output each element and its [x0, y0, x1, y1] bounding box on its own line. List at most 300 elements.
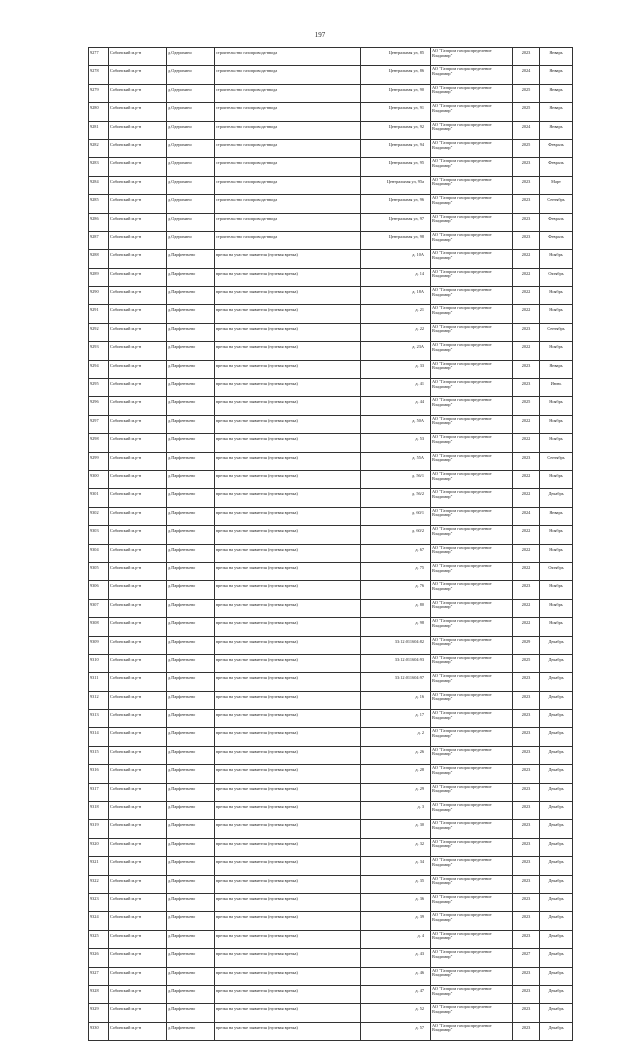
locality-cell-text: д.Парфентьево — [168, 969, 196, 975]
work-type-cell-text: строительство газопровода-ввода — [216, 68, 278, 74]
locality-cell-text: д.Парфентьево — [168, 951, 196, 957]
address-cell — [361, 746, 431, 764]
address-cell — [361, 268, 431, 286]
month-cell — [540, 985, 573, 1003]
work-type-cell-text: строительство газопровода-ввода — [216, 50, 278, 55]
year-cell — [513, 66, 540, 84]
work-type-cell-text: врезка на участке заявителя (нулевая врезка) — [216, 675, 298, 681]
address-cell — [361, 838, 431, 856]
locality-cell — [167, 1022, 215, 1040]
locality-cell — [167, 728, 215, 746]
row-number-text: 9318 — [90, 804, 99, 810]
address-cell-text: д. 46 — [415, 969, 424, 975]
row-number — [89, 397, 109, 415]
locality-cell-text: д.Парфентьево — [168, 601, 196, 607]
locality-cell — [167, 139, 215, 157]
row-number — [89, 746, 109, 764]
organization-cell-text: АО "Газпром газораспределение Владимир" — [432, 893, 492, 904]
organization-cell — [431, 912, 513, 930]
year-cell-text: 2023 — [521, 160, 531, 166]
table-row — [89, 323, 573, 341]
district-cell — [109, 912, 167, 930]
year-cell-text: 2023 — [521, 932, 531, 938]
address-cell — [361, 820, 431, 838]
year-cell — [513, 397, 540, 415]
work-type-cell — [215, 84, 361, 102]
row-number-text: 9302 — [90, 509, 99, 515]
address-cell — [361, 507, 431, 525]
month-cell-text: Ноябрь — [549, 436, 563, 442]
month-cell — [540, 949, 573, 967]
locality-cell — [167, 985, 215, 1003]
work-type-cell — [215, 820, 361, 838]
address-cell-text: д. 2 — [417, 730, 424, 736]
year-cell — [513, 231, 540, 249]
organization-cell-text: АО "Газпром газораспределение Владимир" — [432, 176, 492, 187]
locality-cell-text: д.Парфентьево — [168, 546, 196, 552]
year-cell-text: 2023 — [521, 1006, 531, 1012]
district-cell — [109, 838, 167, 856]
month-cell — [540, 250, 573, 268]
month-cell-text: Октябрь — [548, 270, 564, 276]
row-number-text: 9322 — [90, 877, 99, 883]
organization-cell-text: АО "Газпром газораспределение Владимир" — [432, 967, 492, 978]
address-cell-text: д. 22 — [415, 325, 424, 331]
organization-cell — [431, 507, 513, 525]
year-cell — [513, 544, 540, 562]
work-type-cell-text: врезка на участке заявителя (нулевая врезка) — [216, 638, 298, 644]
locality-cell-text: д.Парфентьево — [168, 454, 196, 460]
organization-cell-text: АО "Газпром газораспределение Владимир" — [432, 562, 492, 573]
work-type-cell — [215, 250, 361, 268]
month-cell-text: Декабрь — [548, 638, 564, 644]
locality-cell-text: д.Парфентьево — [168, 1024, 196, 1030]
district-cell-text: Собинский м.р-н — [110, 105, 142, 111]
organization-cell-text: АО "Газпром газораспределение Владимир" — [432, 599, 492, 610]
year-cell — [513, 746, 540, 764]
month-cell-text: Январь — [549, 105, 563, 111]
work-type-cell — [215, 746, 361, 764]
year-cell-text: 2022 — [521, 528, 531, 534]
year-cell — [513, 48, 540, 66]
month-cell-text: Январь — [549, 509, 563, 515]
month-cell — [540, 691, 573, 709]
work-type-cell-text: врезка на участке заявителя (нулевая врезка) — [216, 932, 298, 938]
year-cell-text: 2023 — [521, 675, 531, 681]
row-number-text: 9330 — [90, 1024, 99, 1030]
address-cell — [361, 783, 431, 801]
organization-cell — [431, 121, 513, 139]
work-type-cell — [215, 673, 361, 691]
locality-cell — [167, 820, 215, 838]
work-type-cell — [215, 434, 361, 452]
locality-cell — [167, 231, 215, 249]
work-type-cell-text: врезка на участке заявителя (нулевая врезка) — [216, 804, 298, 810]
locality-cell — [167, 48, 215, 66]
row-number — [89, 360, 109, 378]
year-cell — [513, 618, 540, 636]
organization-cell — [431, 195, 513, 213]
year-cell-text: 2022 — [521, 417, 531, 423]
organization-cell — [431, 268, 513, 286]
month-cell-text: Декабрь — [548, 1006, 564, 1012]
work-type-cell — [215, 415, 361, 433]
work-type-cell — [215, 489, 361, 507]
year-cell-text: 2023 — [521, 804, 531, 810]
work-type-cell — [215, 912, 361, 930]
locality-cell — [167, 287, 215, 305]
address-cell — [361, 654, 431, 672]
year-cell-text: 2023 — [521, 583, 531, 589]
year-cell-text: 2022 — [521, 252, 531, 258]
address-cell-text: Центральная ул, 96 — [388, 197, 424, 203]
organization-cell-text: АО "Газпром газораспределение Владимир" — [432, 470, 492, 481]
row-number-text: 9293 — [90, 344, 99, 350]
row-number — [89, 857, 109, 875]
row-number — [89, 176, 109, 194]
organization-cell-text: АО "Газпром газораспределение Владимир" — [432, 66, 492, 76]
organization-cell-text: АО "Газпром газораспределение Владимир" — [432, 323, 492, 334]
organization-cell-text: АО "Газпром газораспределение Владимир" — [432, 452, 492, 463]
row-number — [89, 213, 109, 231]
organization-cell — [431, 213, 513, 231]
address-cell-text: д. 75 — [415, 564, 424, 570]
district-cell-text: Собинский м.р-н — [110, 564, 142, 570]
district-cell — [109, 66, 167, 84]
locality-cell — [167, 250, 215, 268]
district-cell — [109, 1022, 167, 1040]
work-type-cell — [215, 857, 361, 875]
locality-cell-text: д.Одерихино — [168, 141, 192, 147]
year-cell-text: 2022 — [521, 601, 531, 607]
locality-cell-text: д.Парфентьево — [168, 675, 196, 681]
address-cell-text: д. 26 — [415, 748, 424, 754]
row-number — [89, 342, 109, 360]
locality-cell-text: д.Парфентьево — [168, 656, 196, 662]
locality-cell — [167, 875, 215, 893]
locality-cell-text: д.Парфентьево — [168, 712, 196, 718]
organization-cell-text: АО "Газпром газораспределение Владимир" — [432, 581, 492, 591]
row-number-text: 9311 — [90, 675, 99, 681]
address-cell — [361, 103, 431, 121]
address-cell — [361, 562, 431, 580]
month-cell-text: Декабрь — [548, 748, 564, 754]
address-cell — [361, 397, 431, 415]
address-cell-text: д. 57 — [415, 1024, 424, 1030]
organization-cell — [431, 158, 513, 176]
year-cell — [513, 875, 540, 893]
row-number-text: 9281 — [90, 123, 99, 129]
address-cell-text: 33:12:011604:82 — [394, 638, 424, 644]
row-number-text: 9300 — [90, 472, 99, 478]
work-type-cell-text: врезка на участке заявителя (нулевая врезка) — [216, 381, 298, 387]
district-cell — [109, 802, 167, 820]
locality-cell — [167, 581, 215, 599]
works-table — [88, 47, 573, 1041]
organization-cell — [431, 397, 513, 415]
locality-cell — [167, 544, 215, 562]
row-number — [89, 618, 109, 636]
address-cell — [361, 452, 431, 470]
work-type-cell — [215, 562, 361, 580]
address-cell-text: д. 56/2 — [412, 491, 424, 497]
district-cell — [109, 654, 167, 672]
year-cell-text: 2025 — [521, 141, 531, 147]
month-cell-text: Декабрь — [548, 491, 564, 497]
table-row — [89, 121, 573, 139]
work-type-cell-text: врезка на участке заявителя (нулевая врезка) — [216, 325, 298, 331]
table-row — [89, 838, 573, 856]
organization-cell-text: АО "Газпром газораспределение Владимир" — [432, 213, 492, 224]
work-type-cell-text: врезка на участке заявителя (нулевая врезка) — [216, 564, 298, 570]
organization-cell — [431, 710, 513, 728]
month-cell — [540, 48, 573, 66]
work-type-cell — [215, 581, 361, 599]
locality-cell-text: д.Парфентьево — [168, 252, 196, 258]
locality-cell — [167, 342, 215, 360]
year-cell — [513, 949, 540, 967]
organization-cell-text: АО "Газпром газораспределение Владимир" — [432, 710, 492, 720]
row-number-text: 9287 — [90, 233, 99, 239]
organization-cell-text: АО "Газпром газораспределение Владимир" — [432, 783, 492, 794]
row-number-text: 9278 — [90, 68, 99, 74]
address-cell — [361, 195, 431, 213]
work-type-cell — [215, 103, 361, 121]
organization-cell — [431, 857, 513, 875]
organization-cell — [431, 618, 513, 636]
district-cell-text: Собинский м.р-н — [110, 601, 142, 607]
locality-cell — [167, 893, 215, 911]
district-cell-text: Собинский м.р-н — [110, 252, 142, 258]
locality-cell-text: д.Парфентьево — [168, 840, 196, 846]
organization-cell-text: АО "Газпром газораспределение Владимир" — [432, 84, 492, 95]
row-number — [89, 1004, 109, 1022]
table-row — [89, 342, 573, 360]
work-type-cell-text: врезка на участке заявителя (нулевая врезка) — [216, 289, 298, 295]
work-type-cell — [215, 544, 361, 562]
table-row — [89, 636, 573, 654]
organization-cell-text: АО "Газпром газораспределение Владимир" — [432, 912, 492, 922]
month-cell-text: Ноябрь — [549, 289, 563, 295]
month-cell-text: Декабрь — [548, 914, 564, 920]
address-cell — [361, 893, 431, 911]
year-cell — [513, 930, 540, 948]
year-cell — [513, 820, 540, 838]
year-cell — [513, 84, 540, 102]
work-type-cell-text: врезка на участке заявителя (нулевая врезка) — [216, 748, 298, 754]
organization-cell — [431, 930, 513, 948]
organization-cell — [431, 176, 513, 194]
organization-cell-text: АО "Газпром газораспределение Владимир" — [432, 673, 492, 683]
locality-cell — [167, 195, 215, 213]
address-cell — [361, 802, 431, 820]
year-cell-text: 2022 — [521, 307, 531, 313]
row-number-text: 9284 — [90, 178, 99, 184]
organization-cell-text: АО "Газпром газораспределение Владимир" — [432, 930, 492, 941]
district-cell — [109, 728, 167, 746]
address-cell-text: д. 41 — [415, 381, 424, 387]
month-cell — [540, 893, 573, 911]
year-cell — [513, 158, 540, 176]
row-number-text: 9328 — [90, 987, 99, 993]
work-type-cell — [215, 930, 361, 948]
work-type-cell-text: строительство газопровода-ввода — [216, 86, 278, 92]
year-cell — [513, 379, 540, 397]
district-cell — [109, 397, 167, 415]
month-cell — [540, 287, 573, 305]
month-cell-text: Январь — [549, 68, 563, 74]
locality-cell-text: д.Парфентьево — [168, 436, 196, 442]
locality-cell — [167, 526, 215, 544]
month-cell-text: Январь — [549, 86, 563, 92]
organization-cell-text: АО "Газпром газораспределение Владимир" — [432, 507, 492, 518]
locality-cell-text: д.Парфентьево — [168, 399, 196, 405]
table-row — [89, 415, 573, 433]
month-cell-text: Ноябрь — [549, 546, 563, 552]
organization-cell — [431, 820, 513, 838]
row-number — [89, 121, 109, 139]
address-cell — [361, 1004, 431, 1022]
work-type-cell — [215, 507, 361, 525]
district-cell — [109, 158, 167, 176]
district-cell — [109, 949, 167, 967]
row-number-text: 9324 — [90, 914, 99, 920]
locality-cell — [167, 654, 215, 672]
locality-cell-text: д.Парфентьево — [168, 583, 196, 589]
year-cell-text: 2025 — [521, 105, 531, 111]
district-cell-text: Собинский м.р-н — [110, 969, 142, 975]
month-cell — [540, 783, 573, 801]
locality-cell-text: д.Парфентьево — [168, 564, 196, 570]
locality-cell — [167, 103, 215, 121]
year-cell — [513, 360, 540, 378]
work-type-cell-text: врезка на участке заявителя (нулевая врезка) — [216, 712, 298, 718]
year-cell — [513, 710, 540, 728]
month-cell-text: Декабрь — [548, 804, 564, 810]
district-cell — [109, 985, 167, 1003]
work-type-cell — [215, 176, 361, 194]
organization-cell-text: АО "Газпром газораспределение Владимир" — [432, 434, 492, 444]
locality-cell-text: д.Парфентьево — [168, 693, 196, 699]
organization-cell — [431, 342, 513, 360]
district-cell — [109, 544, 167, 562]
locality-cell-text: д.Парфентьево — [168, 381, 196, 387]
address-cell — [361, 728, 431, 746]
address-cell — [361, 636, 431, 654]
address-cell — [361, 342, 431, 360]
table-row — [89, 1004, 573, 1022]
organization-cell — [431, 139, 513, 157]
locality-cell-text: д.Парфентьево — [168, 932, 196, 938]
address-cell-text: д. 23А — [412, 344, 424, 350]
table-row — [89, 1022, 573, 1040]
year-cell-text: 2022 — [521, 344, 531, 350]
locality-cell — [167, 213, 215, 231]
year-cell — [513, 912, 540, 930]
address-cell-text: д. 18А — [412, 289, 424, 295]
locality-cell — [167, 84, 215, 102]
organization-cell-text: АО "Газпром газораспределение Владимир" — [432, 231, 492, 242]
address-cell-text: д. 67 — [415, 546, 424, 552]
district-cell — [109, 618, 167, 636]
address-cell — [361, 434, 431, 452]
organization-cell-text: АО "Газпром газораспределение Владимир" — [432, 103, 492, 113]
row-number-text: 9283 — [90, 160, 99, 166]
locality-cell-text: д.Парфентьево — [168, 344, 196, 350]
organization-cell — [431, 985, 513, 1003]
row-number-text: 9321 — [90, 859, 99, 865]
row-number-text: 9329 — [90, 1006, 99, 1012]
month-cell-text: Декабрь — [548, 656, 564, 662]
table-row — [89, 397, 573, 415]
work-type-cell-text: врезка на участке заявителя (нулевая врезка) — [216, 362, 298, 368]
table-row — [89, 489, 573, 507]
district-cell-text: Собинский м.р-н — [110, 583, 142, 589]
month-cell-text: Декабрь — [548, 712, 564, 718]
district-cell-text: Собинский м.р-н — [110, 675, 142, 681]
address-cell — [361, 84, 431, 102]
table-row — [89, 526, 573, 544]
month-cell — [540, 434, 573, 452]
year-cell-text: 2023 — [521, 362, 531, 368]
table-row — [89, 893, 573, 911]
row-number — [89, 489, 109, 507]
locality-cell — [167, 857, 215, 875]
year-cell-text: 2023 — [521, 822, 531, 828]
organization-cell-text: АО "Газпром газораспределение Владимир" — [432, 342, 492, 352]
locality-cell-text: д.Парфентьево — [168, 270, 196, 276]
address-cell — [361, 544, 431, 562]
month-cell — [540, 195, 573, 213]
district-cell — [109, 746, 167, 764]
organization-cell-text: АО "Газпром газораспределение Владимир" — [432, 1022, 492, 1033]
year-cell — [513, 305, 540, 323]
work-type-cell — [215, 121, 361, 139]
month-cell-text: Декабрь — [548, 932, 564, 938]
row-number-text: 9286 — [90, 215, 99, 221]
year-cell-text: 2023 — [521, 987, 531, 993]
organization-cell-text: АО "Газпром газораспределение Владимир" — [432, 875, 492, 886]
district-cell-text: Собинский м.р-н — [110, 197, 142, 203]
row-number — [89, 195, 109, 213]
year-cell-text: 2023 — [521, 178, 531, 184]
district-cell — [109, 176, 167, 194]
locality-cell — [167, 452, 215, 470]
work-type-cell-text: врезка на участке заявителя (нулевая врезка) — [216, 454, 298, 460]
table-row — [89, 305, 573, 323]
work-type-cell-text: врезка на участке заявителя (нулевая врезка) — [216, 895, 298, 901]
district-cell — [109, 342, 167, 360]
organization-cell-text: АО "Газпром газораспределение Владимир" — [432, 691, 492, 702]
row-number-text: 9316 — [90, 767, 99, 773]
row-number-text: 9301 — [90, 491, 99, 497]
work-type-cell — [215, 342, 361, 360]
locality-cell-text: д.Парфентьево — [168, 509, 196, 515]
organization-cell — [431, 434, 513, 452]
row-number — [89, 562, 109, 580]
locality-cell-text: д.Одерихино — [168, 160, 192, 166]
work-type-cell-text: строительство газопровода-ввода — [216, 178, 278, 184]
row-number — [89, 139, 109, 157]
organization-cell-text: АО "Газпром газораспределение Владимир" — [432, 1004, 492, 1014]
district-cell-text: Собинский м.р-н — [110, 307, 142, 313]
address-cell-text: д. 39 — [415, 914, 424, 920]
year-cell-text: 2024 — [521, 68, 531, 74]
district-cell — [109, 562, 167, 580]
row-number — [89, 379, 109, 397]
address-cell — [361, 618, 431, 636]
table-row — [89, 930, 573, 948]
